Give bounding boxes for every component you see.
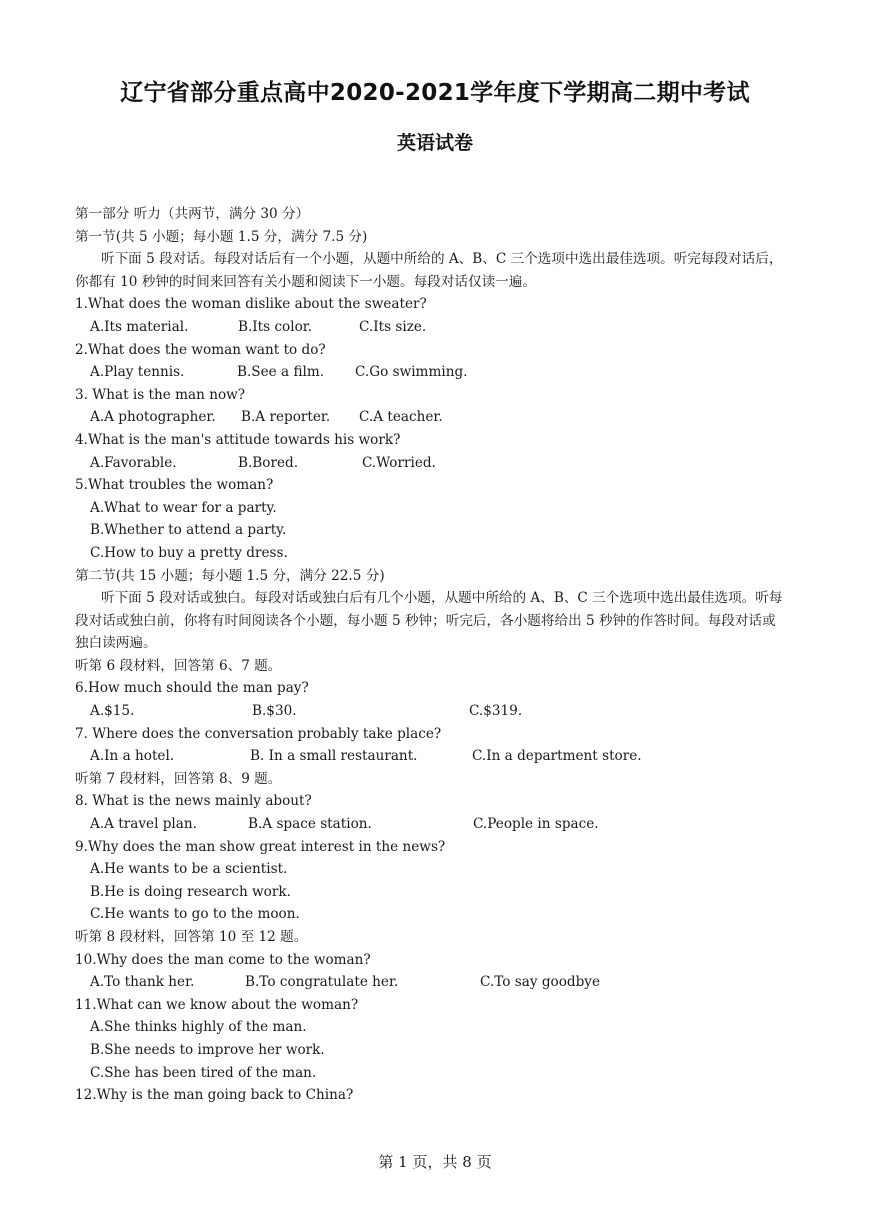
option-c: C.To say goodbye xyxy=(480,974,601,991)
option-b: B.Its color. xyxy=(238,318,313,335)
exam-body xyxy=(75,203,785,1107)
option-c: C.Worried. xyxy=(362,454,436,471)
option-c: C.People in space. xyxy=(473,816,599,833)
option-a: A.In a hotel. xyxy=(90,748,175,765)
page-footer: 第 1 页，共 8 页 xyxy=(378,1153,492,1171)
option-c: C.A teacher. xyxy=(359,409,443,426)
option-b: B.Whether to attend a party. xyxy=(90,522,287,539)
options-row xyxy=(75,971,785,994)
question-text: 11.What can we know about the woman? xyxy=(75,996,359,1013)
question-text: 10.Why does the man come to the woman? xyxy=(75,951,371,968)
options-row xyxy=(75,700,785,723)
option-a: A.He wants to be a scientist. xyxy=(90,861,288,878)
option-b: B.To congratulate her. xyxy=(245,974,399,991)
section-heading: 第一节(共 5 小题；每小题 1.5 分，满分 7.5 分) xyxy=(75,228,368,245)
material-heading: 听第 7 段材料，回答第 8、9 题。 xyxy=(75,770,282,787)
option-b: B.He is doing research work. xyxy=(90,883,291,900)
option-c: C.How to buy a pretty dress. xyxy=(90,544,288,561)
options-row xyxy=(75,316,785,339)
option-b: B.Bored. xyxy=(238,454,299,471)
options-row xyxy=(75,361,785,384)
option-c: C.He wants to go to the moon. xyxy=(90,906,300,923)
option-a: A.A travel plan. xyxy=(90,816,197,833)
option-a: A.$15. xyxy=(90,703,135,720)
option-b: B.A reporter. xyxy=(241,409,331,426)
material-heading: 听第 8 段材料，回答第 10 至 12 题。 xyxy=(75,929,308,945)
question-text: 2.What does the woman want to do? xyxy=(75,341,326,358)
option-b: B.She needs to improve her work. xyxy=(90,1041,325,1058)
section-heading: 第二节(共 15 小题；每小题 1.5 分，满分 22.5 分) xyxy=(75,567,385,584)
option-c: C.Go swimming. xyxy=(355,364,468,381)
option-b: B. In a small restaurant. xyxy=(250,748,418,765)
material-heading: 听第 6 段材料，回答第 6、7 题。 xyxy=(75,657,282,674)
option-c: C.$319. xyxy=(469,703,523,720)
options-row xyxy=(75,452,785,475)
option-b: B.A space station. xyxy=(248,816,372,833)
question-text: 3. What is the man now? xyxy=(75,386,246,403)
part-heading: 第一部分 听力（共两节，满分 30 分） xyxy=(75,206,310,222)
option-a: A.A photographer. xyxy=(90,409,216,426)
options-row xyxy=(75,745,785,768)
option-b: B.See a film. xyxy=(237,364,325,381)
option-c: C.In a department store. xyxy=(472,748,642,765)
option-c: C.Its size. xyxy=(359,318,427,335)
section-instructions: 听下面 5 段对话。每段对话后有一个小题，从题中所给的 A、B、C 三个选项中选出最佳选项。听完每段对话后，你都有 10 秒钟的时间来回答有关小题和阅读下一小题。每段对话仅读一遍。 xyxy=(75,251,783,290)
option-a: A.To thank her. xyxy=(90,974,195,991)
option-a: A.Favorable. xyxy=(90,454,177,471)
options-row xyxy=(75,813,785,836)
option-a: A.She thinks highly of the man. xyxy=(90,1019,307,1036)
question-text: 8. What is the news mainly about? xyxy=(75,793,312,810)
exam-subtitle: 英语试卷 xyxy=(396,132,473,154)
question-text: 12.Why is the man going back to China? xyxy=(75,1087,354,1104)
option-a: A.What to wear for a party. xyxy=(90,499,277,516)
question-text: 5.What troubles the woman? xyxy=(75,477,274,494)
question-text: 9.Why does the man show great interest in the news? xyxy=(75,838,446,855)
option-a: A.Its material. xyxy=(90,318,189,335)
option-b: B.$30. xyxy=(252,703,297,720)
question-text: 6.How much should the man pay? xyxy=(75,680,309,697)
exam-title: 辽宁省部分重点高中2020-2021学年度下学期高二期中考试 xyxy=(120,80,750,106)
option-c: C.She has been tired of the man. xyxy=(90,1064,317,1081)
options-row xyxy=(75,406,785,429)
section-instructions: 听下面 5 段对话或独白。每段对话或独白后有几个小题，从题中所给的 A、B、C 三个选项中选出最佳选项。听每段对话或独白前，你将有时间阅读各个小题，每小题 5 秒钟；听完后，各小题将给出 5 秒钟的作答时间。每段对话或独白读两遍。 xyxy=(75,590,783,652)
option-a: A.Play tennis. xyxy=(90,364,185,381)
question-text: 7. Where does the conversation probably take place? xyxy=(75,725,442,742)
question-text: 1.What does the woman dislike about the sweater? xyxy=(75,296,427,313)
question-text: 4.What is the man's attitude towards his work? xyxy=(75,431,401,448)
